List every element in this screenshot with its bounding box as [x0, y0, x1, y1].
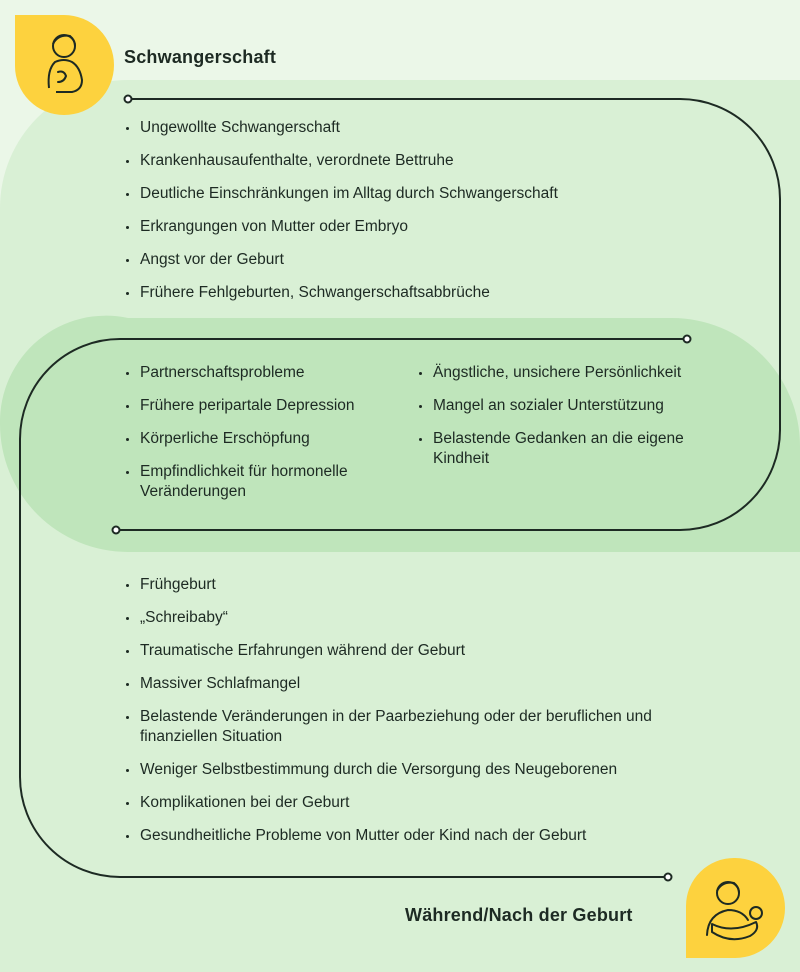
pregnant-woman-icon	[15, 15, 114, 115]
list-item: Erkrangungen von Mutter oder Embryo	[126, 217, 686, 237]
overlap-right-list	[419, 363, 729, 482]
flow-point-mid-right	[684, 336, 691, 343]
list-item: Massiver Schlafmangel	[126, 674, 706, 694]
birth-title: Während/Nach der Geburt	[405, 905, 633, 925]
list-item: Deutliche Einschränkungen im Alltag durch Schwangerschaft	[126, 184, 686, 204]
list-item: Weniger Selbstbestimmung durch die Versorgung des Neugeborenen	[126, 760, 706, 780]
mother-with-baby-icon	[686, 858, 785, 958]
list-item: Empfindlichkeit für hormonelle Veränderungen	[126, 462, 396, 502]
flow-point-start	[125, 96, 132, 103]
list-item: Belastende Gedanken an die eigene Kindheit	[419, 429, 729, 469]
list-item: Frühere Fehlgeburten, Schwangerschaftsabbrüche	[126, 283, 686, 303]
list-item: Frühere peripartale Depression	[126, 396, 396, 416]
flow-point-end	[665, 874, 672, 881]
list-item: Mangel an sozialer Unterstützung	[419, 396, 729, 416]
list-item: Ängstliche, unsichere Persönlichkeit	[419, 363, 729, 383]
list-item: Belastende Veränderungen in der Paarbeziehung oder der beruflichen und finanziellen Situation	[126, 707, 706, 747]
list-item: Komplikationen bei der Geburt	[126, 793, 706, 813]
flow-point-mid-left	[113, 527, 120, 534]
overlap-left-list	[126, 363, 396, 515]
pregnancy-list	[126, 118, 686, 316]
list-item: Partnerschaftsprobleme	[126, 363, 396, 383]
list-item: Frühgeburt	[126, 575, 706, 595]
list-item: Angst vor der Geburt	[126, 250, 686, 270]
list-item: Krankenhausaufenthalte, verordnete Bettruhe	[126, 151, 686, 171]
list-item: „Schreibaby“	[126, 608, 706, 628]
list-item: Ungewollte Schwangerschaft	[126, 118, 686, 138]
list-item: Traumatische Erfahrungen während der Geburt	[126, 641, 706, 661]
birth-list	[126, 575, 706, 859]
list-item: Körperliche Erschöpfung	[126, 429, 396, 449]
list-item: Gesundheitliche Probleme von Mutter oder Kind nach der Geburt	[126, 826, 706, 846]
pregnancy-title: Schwangerschaft	[124, 47, 277, 67]
